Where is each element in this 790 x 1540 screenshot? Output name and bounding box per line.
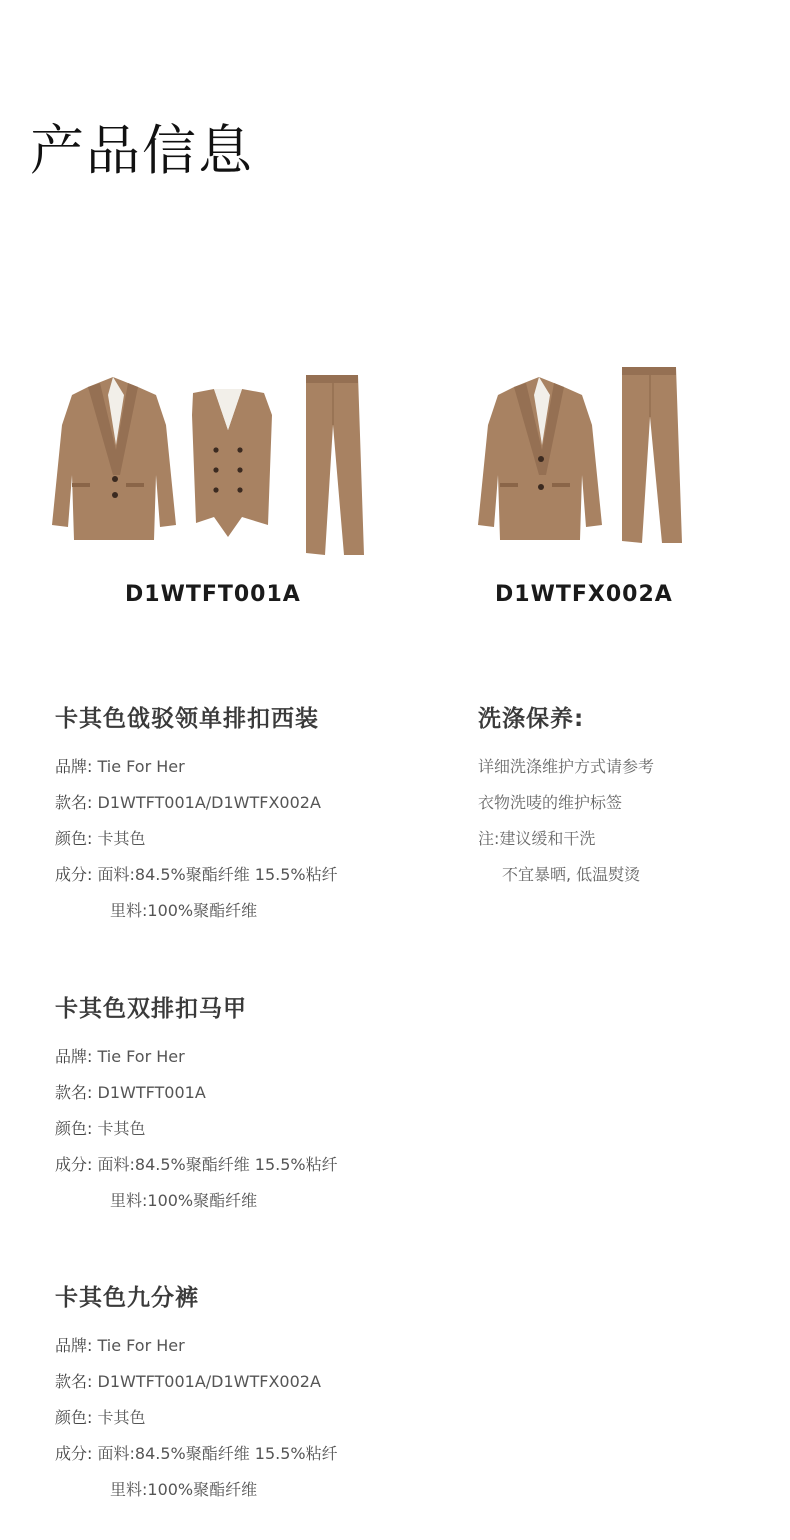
product-name: 卡其色九分裤: [55, 1285, 199, 1311]
trousers-image: [622, 367, 682, 543]
product-spec-blazer: [55, 700, 338, 929]
model-label: 款名:: [55, 1083, 93, 1102]
lining-value: 里料:100%聚酯纤维: [110, 1191, 258, 1210]
product-name: 卡其色双排扣马甲: [55, 996, 247, 1022]
care-line: 注:建议缓和干洗: [478, 829, 596, 848]
brand-label: 品牌:: [55, 1336, 93, 1355]
color-value: 卡其色: [97, 829, 146, 848]
composition-label: 成分:: [55, 865, 93, 884]
shell-value: 面料:84.5%聚酯纤维 15.5%粘纤: [97, 865, 338, 884]
care-section: [478, 700, 654, 893]
color-value: 卡其色: [97, 1119, 146, 1138]
product-spec-vest: [55, 990, 338, 1219]
color-value: 卡其色: [97, 1408, 146, 1427]
model-value: D1WTFT001A/D1WTFX002A: [97, 1372, 321, 1391]
lining-value: 里料:100%聚酯纤维: [110, 901, 258, 920]
care-line: 不宜暴晒, 低温熨烫: [502, 865, 641, 884]
set-code-a: D1WTFT001A: [125, 582, 301, 607]
trousers-image: [306, 375, 364, 555]
color-label: 颜色:: [55, 1408, 93, 1427]
page-title: 产品信息: [30, 119, 254, 182]
model-value: D1WTFT001A/D1WTFX002A: [97, 793, 321, 812]
vest-image: [192, 389, 272, 537]
care-line: 详细洗涤维护方式请参考: [478, 757, 655, 776]
product-set-image-a: [46, 355, 376, 560]
composition-label: 成分:: [55, 1155, 93, 1174]
brand-label: 品牌:: [55, 1047, 93, 1066]
blazer-image: [478, 377, 602, 540]
shell-value: 面料:84.5%聚酯纤维 15.5%粘纤: [97, 1444, 338, 1463]
model-label: 款名:: [55, 1372, 93, 1391]
lining-value: 里料:100%聚酯纤维: [110, 1480, 258, 1499]
product-name: 卡其色戗驳领单排扣西装: [55, 706, 319, 732]
brand-value: Tie For Her: [97, 1336, 185, 1355]
set-code-b: D1WTFX002A: [495, 582, 673, 607]
composition-label: 成分:: [55, 1444, 93, 1463]
care-line: 衣物洗唛的维护标签: [478, 793, 623, 812]
model-value: D1WTFT001A: [97, 1083, 206, 1102]
blazer-image: [52, 377, 176, 540]
brand-value: Tie For Her: [97, 1047, 185, 1066]
product-spec-trousers: [55, 1279, 338, 1508]
brand-value: Tie For Her: [97, 757, 185, 776]
shell-value: 面料:84.5%聚酯纤维 15.5%粘纤: [97, 1155, 338, 1174]
model-label: 款名:: [55, 793, 93, 812]
color-label: 颜色:: [55, 1119, 93, 1138]
color-label: 颜色:: [55, 829, 93, 848]
product-set-image-b: [470, 355, 700, 560]
brand-label: 品牌:: [55, 757, 93, 776]
care-title: 洗涤保养:: [478, 706, 585, 732]
